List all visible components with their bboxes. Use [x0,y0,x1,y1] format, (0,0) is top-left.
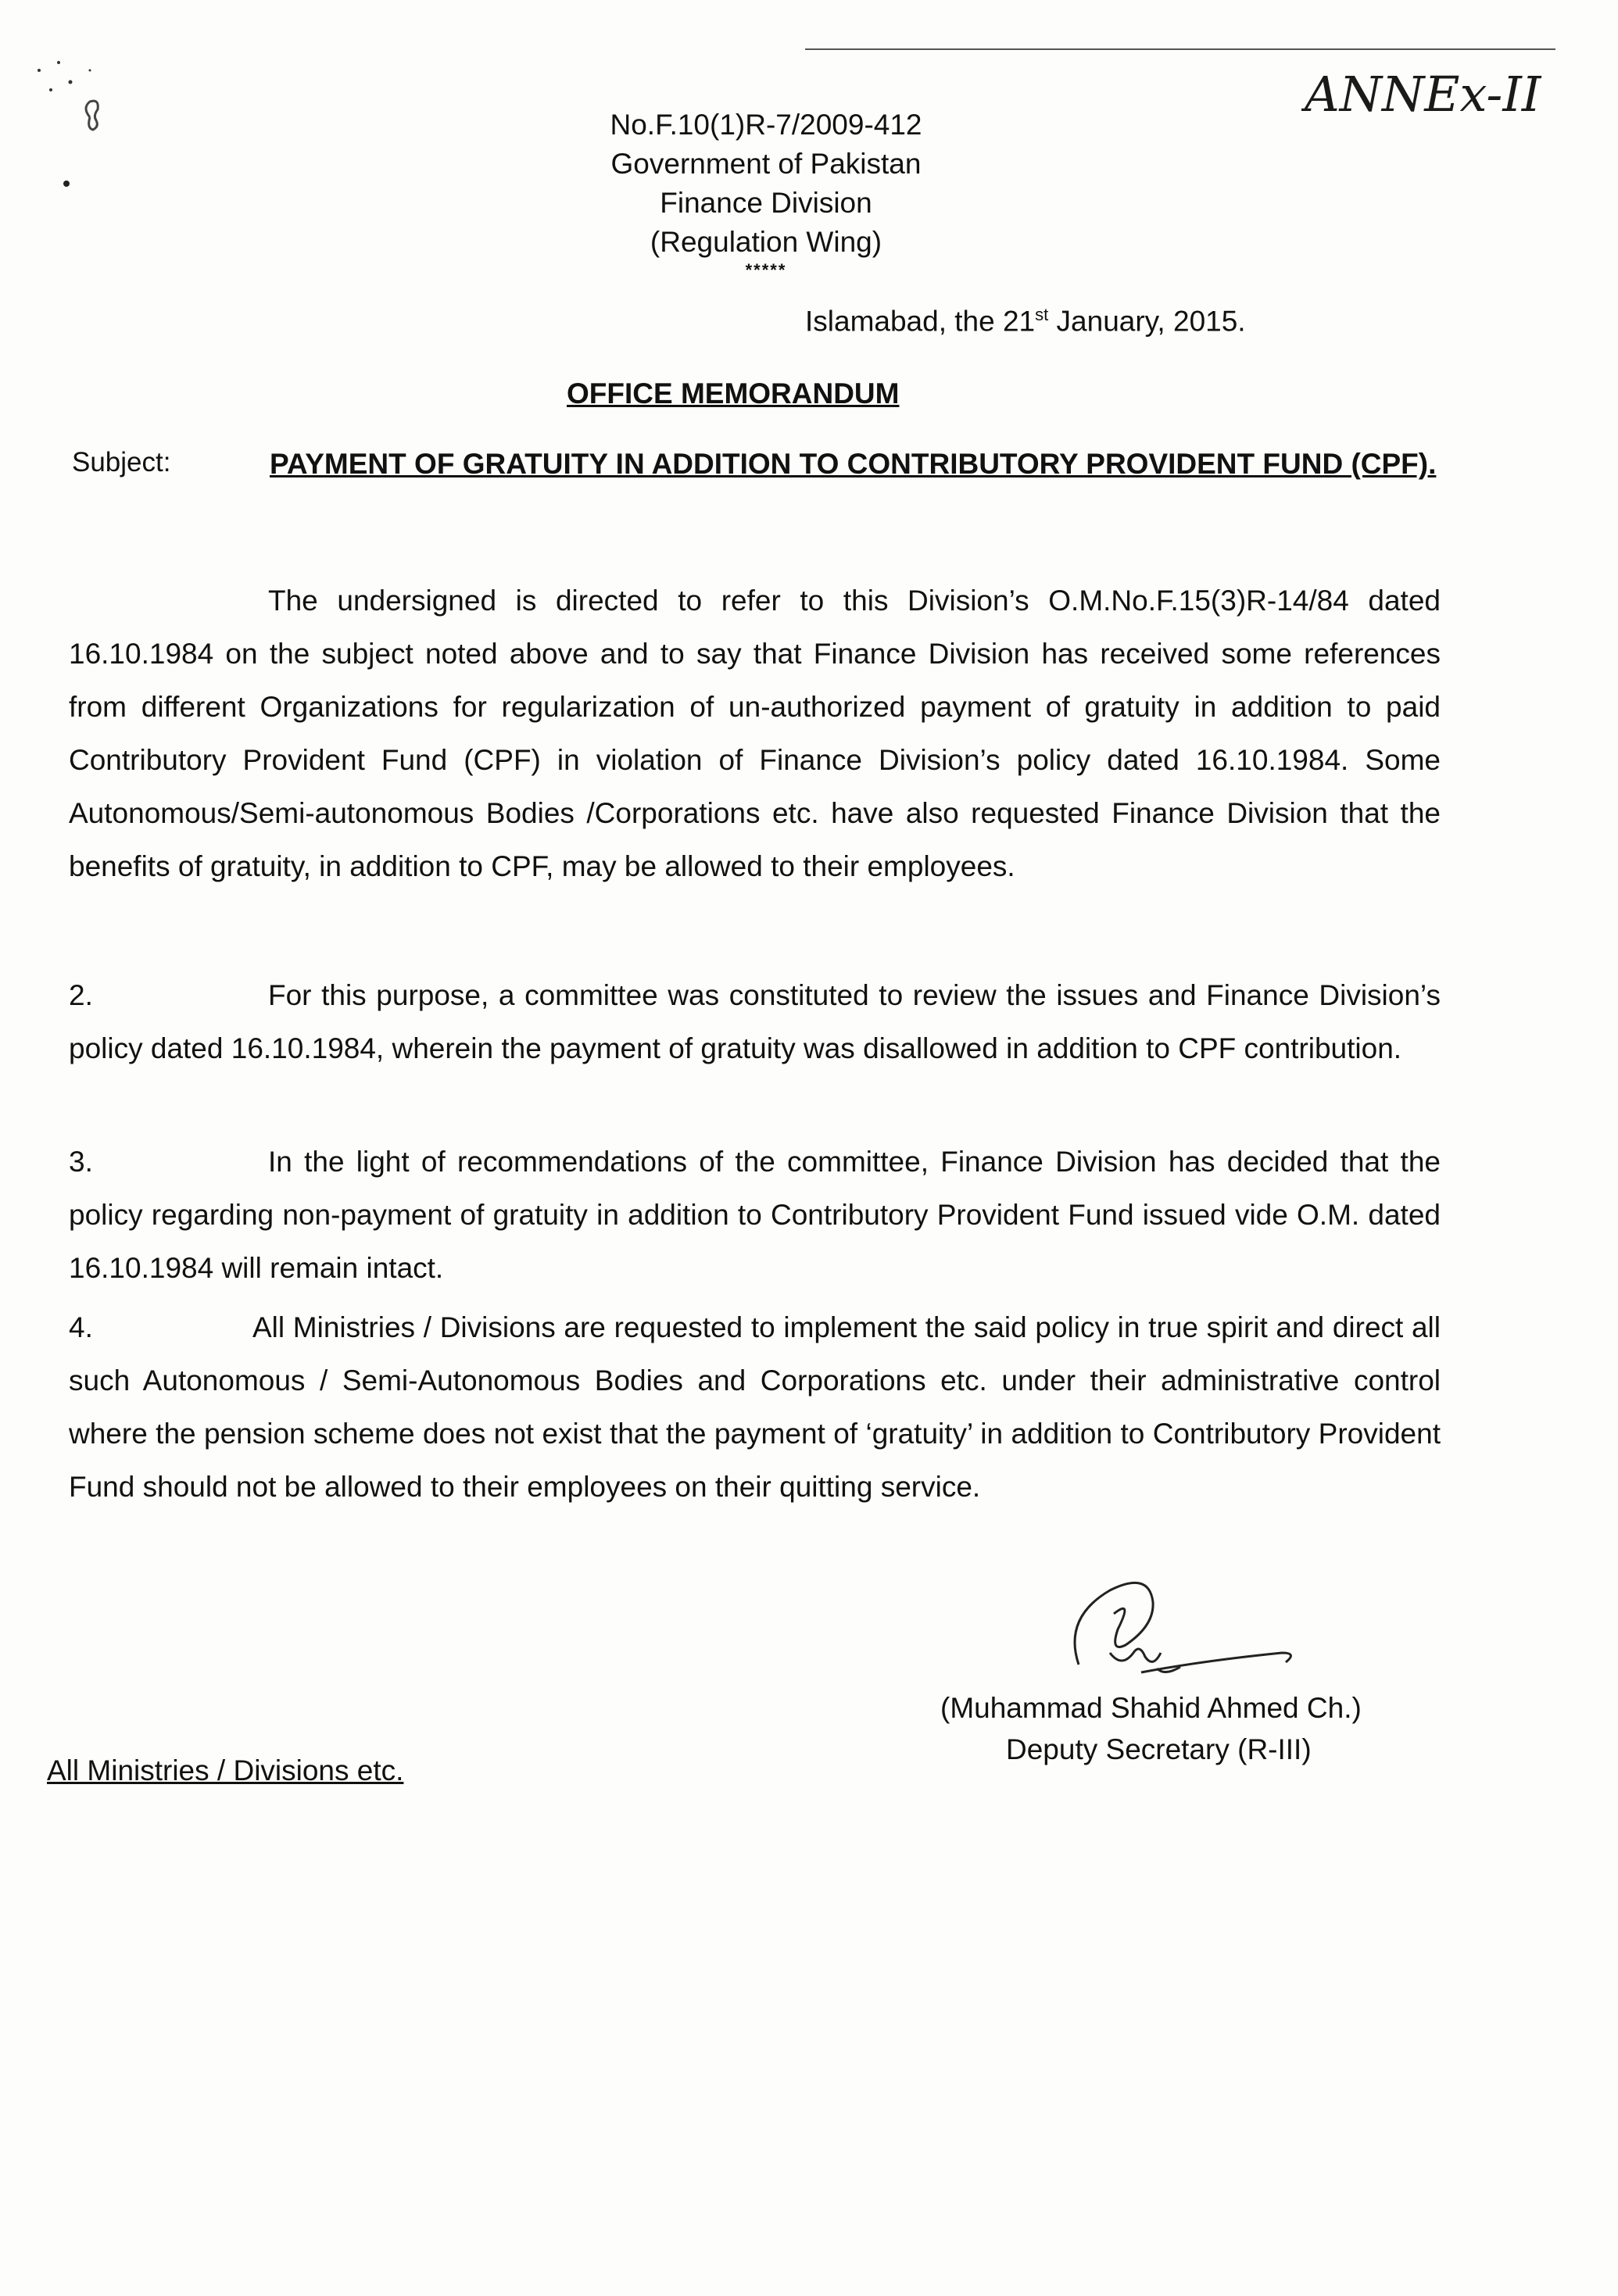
memo-header [500,106,1032,279]
subject-label: Subject: [72,447,171,477]
memo-date: Islamabad, the 21st January, 2015. [805,305,1246,338]
scan-specks [23,47,141,203]
signatory-title: Deputy Secretary (R-III) [1006,1733,1312,1765]
paragraph-1: The undersigned is directed to refer to this Division’s O.M.No.F.15(3)R-14/84 dated 16.10.1984 on the subject noted above and to say that Finance Division has received some references from different Organizations for regularization of un-authorized payment of gratuity in addition to paid Contributory Provident Fund (CPF) in violation of Finance Division’s policy dated 16.10.1984. Some Autonomous/Semi-autonomous Bodies /Corporations etc. have also requested Finance Division that the benefits of gratuity, in addition to CPF, may be allowed to their employees. [69,585,1441,882]
top-rule [805,48,1555,50]
annex-handwritten-mark [1301,55,1575,133]
header-stars: ***** [745,260,787,280]
wing-name: (Regulation Wing) [650,226,882,258]
handwritten-signature [1063,1563,1305,1704]
subject-text: PAYMENT OF GRATUITY IN ADDITION TO CONTRIBUTORY PROVIDENT FUND (CPF). [270,448,1437,480]
memo-title: OFFICE MEMORANDUM [567,377,900,409]
division-name: Finance Division [660,187,872,219]
addressee: All Ministries / Divisions etc. [47,1754,404,1786]
paragraph-number: 3. [69,1146,93,1178]
reference-number: No.F.10(1)R-7/2009-412 [610,109,922,141]
paragraph-number: 2. [69,979,93,1011]
paragraph-4: 4. All Ministries / Divisions are requested to implement the said policy in true spirit and direct all such Autonomous / Semi-Autonomous Bodies and Corporations etc. under their administrative control where the pension scheme does not exist that the payment of ‘gratuity’ in addition to Contributory Provident Fund should not be allowed to their employees on their quitting service. [69,1301,1441,1514]
government-name: Government of Pakistan [610,148,922,180]
paragraph-3: 3. In the light of recommendations of the committee, Finance Division has decided that the policy regarding non-payment of gratuity in addition to Contributory Provident Fund issued vide O.M. dated 16.10.1984 will remain intact. [69,1135,1441,1295]
paragraph-2: 2. For this purpose, a committee was constituted to review the issues and Finance Division’s policy dated 16.10.1984, wherein the payment of gratuity was disallowed in addition to CPF contribution. [69,969,1441,1075]
paragraph-number: 4. [69,1311,93,1343]
signatory-name: (Muhammad Shahid Ahmed Ch.) [940,1692,1362,1724]
svg-text:ANNEx-II: ANNEx-II [1305,66,1541,123]
